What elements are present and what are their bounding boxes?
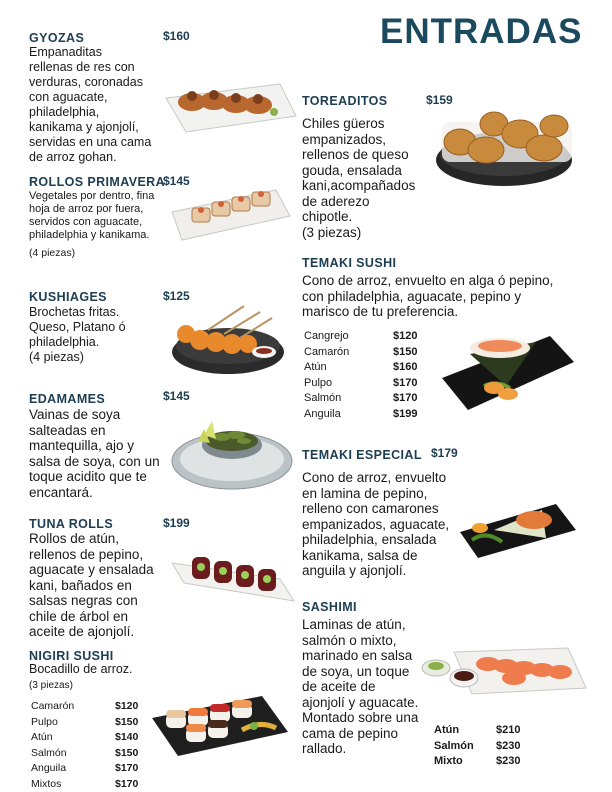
rollos-primavera-description: Vegetales por dentro, fina hoja de arroz por fuera, servidos con aguacate, philadelphia y kanikama. (29, 190, 155, 241)
price-value: $210 (496, 724, 521, 736)
rollos-primavera-photo (168, 182, 292, 242)
price-value: $230 (496, 739, 521, 752)
price-label: Cangrejo (304, 330, 349, 342)
temaki-sushi-description: Cono de arroz, envuelto en alga ó pepino, con philadelphia, aguacate, pepino y marisco de tu preferencia. (302, 273, 554, 319)
price-value: $140 (115, 731, 139, 743)
sashimi-description: Laminas de atún, salmón o mixto, marinado en salsa de soya, un toque de aceite de ajonjolí y aguacate. Montado sobre una cama de pepino rallado. (302, 617, 419, 756)
price-row (31, 778, 138, 792)
rollos-primavera-name: ROLLOS PRIMAVERA (29, 175, 166, 189)
price-value: $199 (393, 407, 418, 420)
sashimi-photo (418, 638, 588, 702)
price-row (304, 408, 417, 422)
price-row (434, 755, 520, 769)
price-value: $170 (393, 392, 418, 404)
nigiri-sushi-photo (150, 690, 290, 760)
toreaditos-description: Chiles güeros empanizados, rellenos de queso gouda, ensalada kani,acompañados de aderezo chipotle. (3 piezas) (302, 116, 416, 240)
price-value: $170 (393, 376, 418, 389)
price-row (31, 762, 138, 776)
price-row (304, 361, 417, 375)
price-value: $150 (115, 746, 139, 759)
price-label: Anguila (304, 407, 341, 420)
toreaditos-price: $159 (426, 93, 453, 107)
toreaditos-photo (432, 104, 582, 190)
page-title: ENTRADAS (380, 12, 583, 51)
price-value: $170 (115, 777, 139, 790)
price-label: Atún (434, 724, 460, 736)
price-label: Atún (304, 361, 327, 373)
price-row (304, 346, 417, 360)
gyozas-name: GYOZAS (29, 31, 85, 45)
rollos-primavera-price: $145 (163, 174, 190, 188)
price-value: $170 (115, 762, 139, 774)
price-label: Mixto (434, 755, 463, 767)
price-row (304, 330, 417, 344)
price-value: $150 (115, 715, 139, 728)
price-label: Pulpo (31, 715, 58, 728)
tuna-rolls-description: Rollos de atún, rellenos de pepino, aguacate y ensalada kani, bañados en salsas negras con chile de árbol en aceite de ajonjolí. (29, 531, 154, 639)
kushiages-name: KUSHIAGES (29, 290, 107, 304)
kushiages-description: Brochetas fritas. Queso, Platano ó philadelphia. (4 piezas) (29, 305, 126, 364)
price-label: Anguila (31, 762, 67, 774)
edamames-name: EDAMAMES (29, 392, 106, 406)
rollos-primavera-pieces: (4 piezas) (29, 247, 76, 259)
temaki-price-list (302, 328, 419, 423)
nigiri-sushi-pieces: (3 piezas) (29, 680, 73, 691)
nigiri-sushi-name: NIGIRI SUSHI (29, 649, 114, 663)
price-row (304, 392, 417, 406)
temaki-sushi-photo (440, 332, 576, 412)
price-label: Salmón (304, 392, 342, 404)
kushiages-price: $125 (163, 289, 190, 303)
nigiri-price-list (29, 698, 140, 792)
price-label: Salmón (31, 746, 67, 759)
price-value: $160 (393, 361, 418, 373)
temaki-sushi-name: TEMAKI SUSHI (302, 256, 397, 270)
price-label: Camarón (304, 345, 350, 358)
gyozas-description: Empanaditas rellenas de res con verduras, coronadas con aguacate, philadelphia, kanikama y ajonjolí, servidas en una cama de arroz gohan. (29, 45, 152, 164)
temaki-especial-description: Cono de arroz, envuelto en lamina de pepino, relleno con camarones empanizados, aguacate, philadelphia, ensalada kanikama, salsa de anguila y ajonjolí. (302, 470, 450, 578)
sashimi-price-list (432, 722, 522, 771)
sashimi-name: SASHIMI (302, 600, 357, 614)
price-label: Atún (31, 731, 53, 743)
price-row (434, 724, 520, 738)
price-row (31, 731, 138, 745)
tuna-rolls-name: TUNA ROLLS (29, 517, 114, 531)
edamames-photo (170, 415, 298, 493)
toreaditos-name: TOREADITOS (302, 94, 388, 108)
price-value: $230 (496, 755, 521, 767)
temaki-especial-photo (458, 500, 578, 560)
kushiages-photo (168, 300, 290, 380)
price-row (31, 747, 138, 761)
price-value: $120 (115, 700, 139, 712)
price-label: Pulpo (304, 376, 333, 389)
price-label: Mixtos (31, 777, 62, 790)
nigiri-sushi-description: Bocadillo de arroz. (29, 662, 133, 676)
edamames-description: Vainas de soya salteadas en mantequilla, ajo y salsa de soya, con un toque acidito que te encantará. (29, 407, 160, 500)
price-label: Salmón (434, 739, 474, 752)
price-row (31, 700, 138, 714)
gyozas-photo (162, 72, 300, 134)
edamames-price: $145 (163, 389, 190, 403)
price-row (304, 377, 417, 391)
tuna-rolls-price: $199 (163, 516, 190, 530)
tuna-rolls-photo (170, 545, 296, 607)
gyozas-price: $160 (163, 29, 190, 43)
temaki-especial-price: $179 (431, 446, 458, 460)
price-value: $120 (393, 330, 418, 342)
price-label: Camarón (31, 700, 75, 712)
temaki-especial-name: TEMAKI ESPECIAL (302, 448, 422, 462)
price-row (31, 716, 138, 730)
price-row (434, 740, 520, 754)
price-value: $150 (393, 345, 418, 358)
